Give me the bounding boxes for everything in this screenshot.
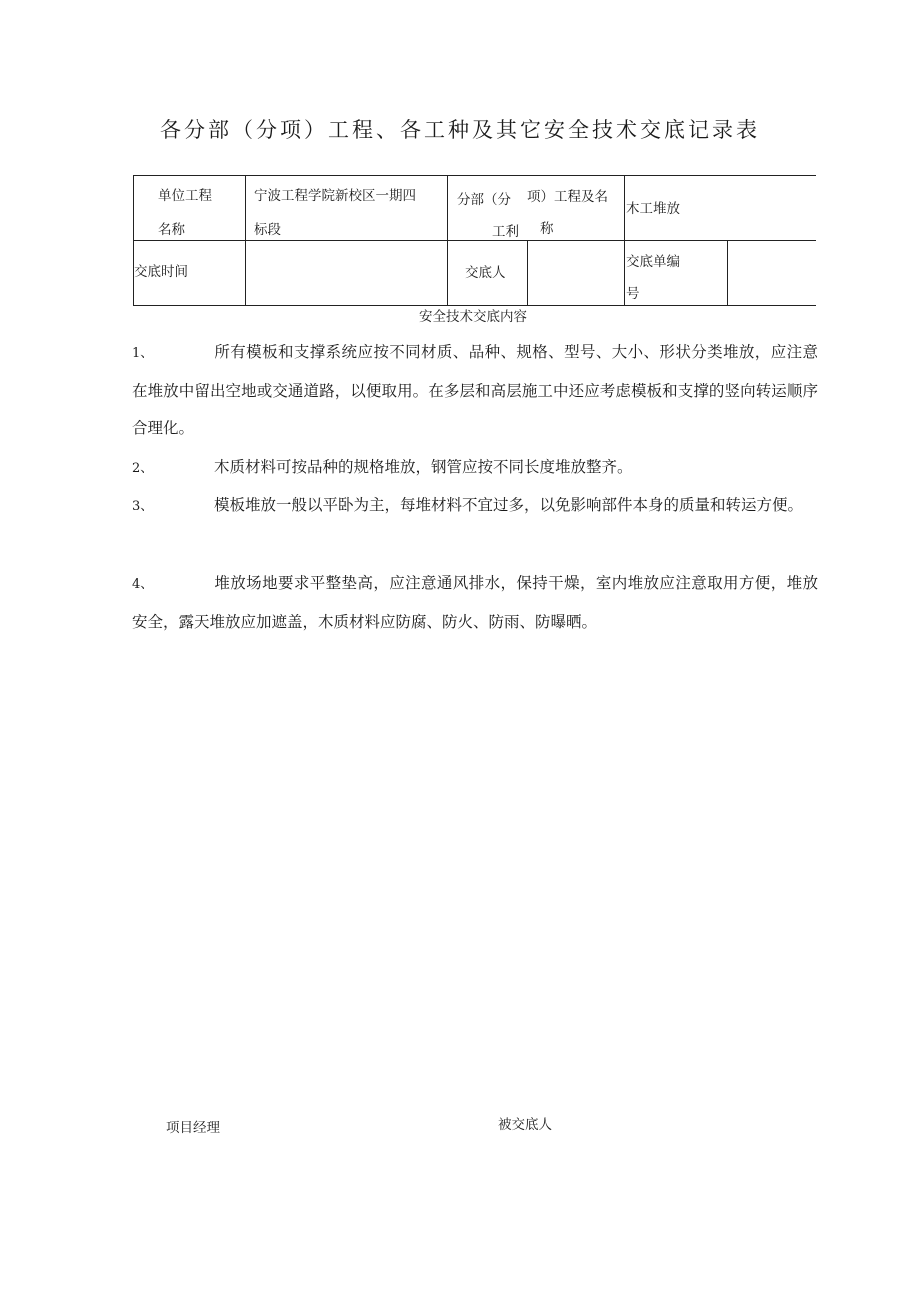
item-number: 3、: [132, 499, 154, 514]
item-number: 1、: [132, 346, 154, 361]
table-line-col3: [527, 240, 528, 306]
item-number: 2、: [132, 461, 154, 476]
table-line-top: [133, 175, 816, 176]
project-manager-label: 项目经理: [166, 1120, 220, 1136]
unit-name-value-line1: 宁波工程学院新校区一期四: [254, 188, 416, 204]
item-text: 所有模板和支撑系统应按不同材质、品种、规格、型号、大小、形状分类堆放，应注意在堆放中留出空地或交通道路，以便取用。在多层和高层施工中还应考虑模板和支撑的竖向转运顺序合理化。: [132, 343, 818, 437]
sub-project-value: 木工堆放: [626, 201, 680, 217]
content-item-3: [132, 487, 818, 526]
unit-name-label-line1: 单位工程: [158, 188, 212, 204]
content-item-1: [132, 334, 818, 448]
item-text: 堆放场地要求平整垫高，应注意通风排水，保持干燥，室内堆放应注意取用方便，堆放安全，露天堆放应加遮盖，木质材料应防腐、防火、防雨、防曝晒。: [132, 574, 818, 631]
handover-number-label-line1: 交底单编: [626, 254, 680, 270]
sub-project-label-a-line2: 工利: [492, 224, 519, 240]
table-line-col1: [245, 175, 246, 306]
sub-project-label-b-line2: 称: [540, 221, 554, 237]
sub-project-label-b-line1: 项）工程及名: [527, 189, 608, 205]
table-line-col5: [727, 240, 728, 306]
content-item-2: [132, 449, 818, 488]
receiver-label: 被交底人: [498, 1117, 552, 1133]
handover-person-label: 交底人: [465, 265, 506, 281]
item-text: 木质材料可按品种的规格堆放，钢管应按不同长度堆放整齐。: [214, 458, 633, 476]
table-line-col4: [624, 175, 625, 306]
table-line-middle: [133, 240, 816, 241]
sub-project-label-a-line1: 分部（分: [457, 192, 511, 208]
item-text: 模板堆放一般以平卧为主，每堆材料不宜过多，以免影响部件本身的质量和转运方便。: [214, 496, 804, 514]
handover-time-label: 交底时间: [134, 264, 188, 280]
content-item-4: [132, 565, 818, 641]
unit-name-label-line2: 名称: [158, 222, 185, 238]
content-section-title: 安全技术交底内容: [419, 309, 527, 325]
document-title: 各分部（分项）工程、各工种及其它安全技术交底记录表: [160, 118, 760, 142]
item-number: 4、: [132, 577, 154, 592]
unit-name-value-line2: 标段: [254, 222, 281, 238]
table-line-col2: [447, 175, 448, 306]
handover-number-label-line2: 号: [626, 286, 640, 302]
